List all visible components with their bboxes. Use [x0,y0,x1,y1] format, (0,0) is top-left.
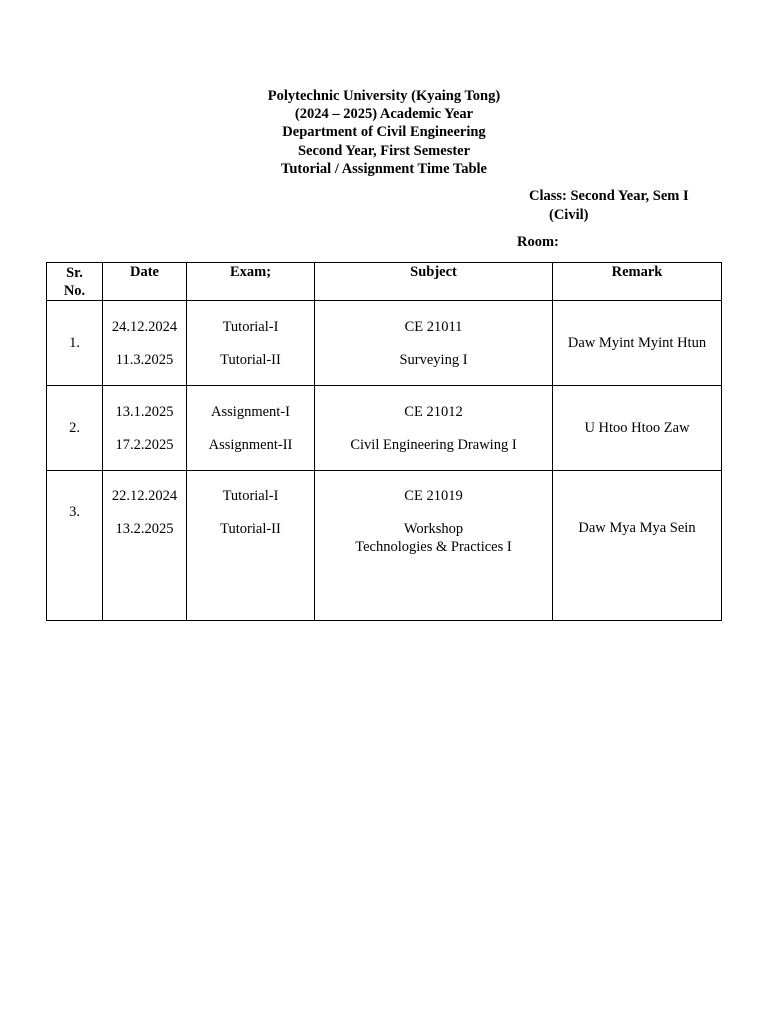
header-exam: Exam; [187,263,315,301]
sr-no-cell: 3. [47,471,103,621]
subject-cell: CE 21019 Workshop Technologies & Practices I [315,471,553,621]
document-header [0,87,768,178]
year-semester: Second Year, First Semester [297,142,471,159]
document-title: Tutorial / Assignment Time Table [280,160,487,177]
timetable [46,262,722,621]
remark-cell: Daw Myint Myint Htun [553,301,722,386]
exam-cell: Tutorial-I Tutorial-II [187,301,315,386]
remark-cell: U Htoo Htoo Zaw [553,386,722,471]
subject-cell: CE 21011 Surveying I [315,301,553,386]
sr-no-cell: 2. [47,386,103,471]
class-branch: (Civil) [549,206,589,223]
exam-cell: Tutorial-I Tutorial-II [187,471,315,621]
date-cell: 13.1.2025 17.2.2025 [103,386,187,471]
header-subject: Subject [315,263,553,301]
university-name: Polytechnic University (Kyaing Tong) [267,88,501,104]
exam-cell: Assignment-I Assignment-II [187,386,315,471]
sr-no-cell: 1. [47,301,103,386]
header-remark: Remark [553,263,722,301]
class-label: Class: Second Year, Sem I [529,188,689,204]
table-header-row [47,263,722,301]
table-row [47,301,722,386]
remark-cell: Daw Mya Mya Sein [553,471,722,621]
table-row [47,471,722,621]
table-row [47,386,722,471]
department-name: Department of Civil Engineering [282,124,486,141]
header-date: Date [103,263,187,301]
subject-cell: CE 21012 Civil Engineering Drawing I [315,386,553,471]
date-cell: 24.12.2024 11.3.2025 [103,301,187,386]
date-cell: 22.12.2024 13.2.2025 [103,471,187,621]
academic-year: (2024 – 2025) Academic Year [294,106,474,123]
room-label: Room: [517,234,559,250]
class-info [529,187,689,224]
header-sr-no: Sr. No. [47,263,103,301]
